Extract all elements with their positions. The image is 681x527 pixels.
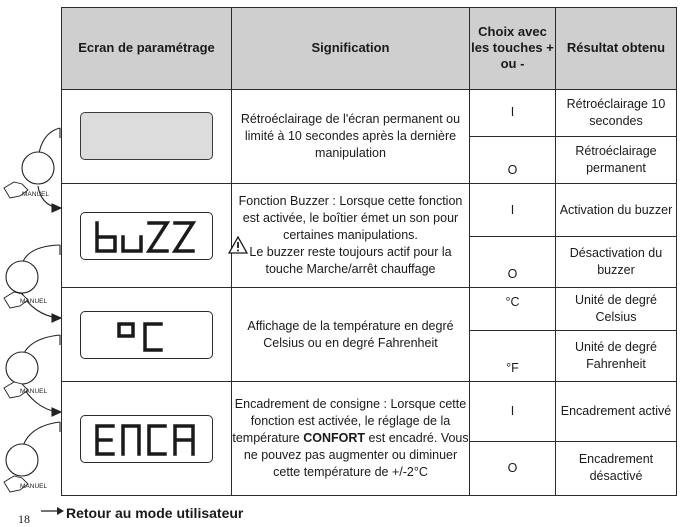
lcd-display-buzz: [80, 212, 213, 260]
result-cell: Rétroéclairage 10 secondes: [556, 89, 677, 136]
enca-description-after: est encadré. Vous ne pouvez pas augmenter ou diminuer cette température de +/-2°C: [243, 431, 469, 480]
result-cell: Unité de degré Fahrenheit: [556, 331, 677, 382]
table-row: [62, 183, 677, 236]
choice-cell: O: [470, 136, 556, 183]
screen-cell: [62, 89, 232, 183]
warning-icon: [228, 236, 248, 254]
choice-cell: °F: [470, 331, 556, 382]
description-cell: [232, 183, 470, 287]
manual-label-2: MANUEL: [20, 298, 48, 305]
arrow-right-icon: [41, 506, 65, 516]
result-cell: Activation du buzzer: [556, 183, 677, 236]
lcd-display-degrees: [80, 311, 213, 359]
return-to-user-mode: Retour au mode utilisateur: [66, 505, 244, 521]
manual-label-4: MANUEL: [20, 483, 48, 490]
table-row: [62, 382, 677, 441]
header-choice: Choix avec les touches + ou -: [470, 8, 556, 90]
table-row: [62, 288, 677, 331]
description-cell: Affichage de la température en degré Celsius ou en degré Fahrenheit: [232, 288, 470, 382]
screen-cell: [62, 288, 232, 382]
choice-cell: I: [470, 183, 556, 236]
result-cell: Encadrement désactivé: [556, 441, 677, 495]
description-cell: Rétroéclairage de l'écran permanent ou limité à 10 secondes après la dernière manipulation: [232, 89, 470, 183]
settings-table: [61, 7, 677, 496]
result-cell: Encadrement activé: [556, 382, 677, 441]
description-cell: [232, 382, 470, 496]
result-cell: Désactivation du buzzer: [556, 237, 677, 288]
table-row: [62, 89, 677, 136]
buzzer-note: Le buzzer reste toujours actif pour la touche Marche/arrêt chauffage: [249, 245, 452, 277]
lcd-display-enca: [80, 415, 213, 463]
result-cell: Rétroéclairage permanent: [556, 136, 677, 183]
choice-cell: °C: [470, 288, 556, 331]
manual-label-3: MANUEL: [20, 388, 48, 395]
screen-cell: [62, 382, 232, 496]
choice-cell: I: [470, 89, 556, 136]
choice-cell: I: [470, 382, 556, 441]
page-number: 18: [18, 512, 30, 526]
header-screen: Ecran de paramétrage: [62, 8, 232, 90]
table-header-row: [62, 8, 677, 90]
enca-description-before: Encadrement de consigne : Lorsque cette fonction est activée, le réglage de la température: [232, 397, 467, 446]
lcd-display-blank: [80, 112, 213, 160]
header-meaning: Signification: [232, 8, 470, 90]
manual-button-flow: [0, 0, 70, 523]
buzzer-description: Fonction Buzzer : Lorsque cette fonction est activée, le boîtier émet un son pour certaines manipulations.: [238, 194, 463, 243]
header-result: Résultat obtenu: [556, 8, 677, 90]
manual-label-1: MANUEL: [22, 191, 50, 198]
confort-label: CONFORT: [303, 431, 366, 446]
result-cell: Unité de degré Celsius: [556, 288, 677, 331]
choice-cell: O: [470, 237, 556, 288]
screen-cell: [62, 183, 232, 287]
choice-cell: O: [470, 441, 556, 495]
